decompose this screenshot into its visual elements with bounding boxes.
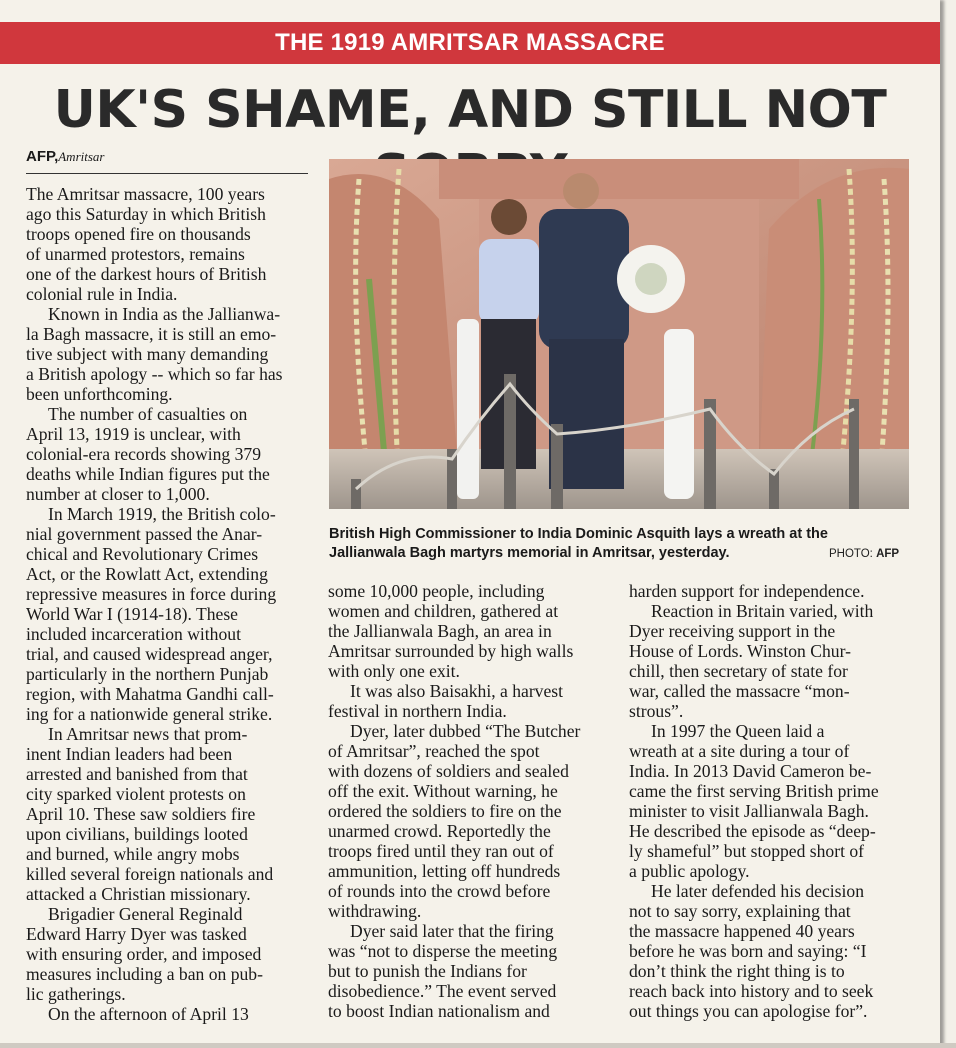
article-line: In 1997 the Queen laid a <box>651 721 825 741</box>
article-line: of unarmed protestors, remains <box>26 244 245 264</box>
article-line: It was also Baisakhi, a harvest <box>350 681 564 701</box>
photo-credit <box>829 548 899 560</box>
article-line: ordered the soldiers to fire on the <box>328 801 562 821</box>
article-line: one of the darkest hours of British <box>26 264 267 284</box>
byline-place: Amritsar <box>58 149 105 164</box>
article-line: In March 1919, the British colo- <box>48 504 276 524</box>
article-paragraph <box>328 721 613 921</box>
article-line: but to punish the Indians for <box>328 961 527 981</box>
article-line: April 10. These saw soldiers fire <box>26 804 256 824</box>
article-line: ammunition, letting off hundreds <box>328 861 561 881</box>
article-line: region, with Mahatma Gandhi call- <box>26 684 274 704</box>
article-line: disobedience.” The event served <box>328 981 557 1001</box>
article-line: Reaction in Britain varied, with <box>651 601 874 621</box>
article-line: don’t think the right thing is to <box>629 961 845 981</box>
article-line: colonial rule in India. <box>26 284 178 304</box>
article-paragraph <box>629 721 914 881</box>
article-line: ago this Saturday in which British <box>26 204 266 224</box>
article-line: troops fired until they ran out of <box>328 841 554 861</box>
article-line: strous”. <box>629 701 684 721</box>
article-paragraph <box>328 681 613 721</box>
article-line: repressive measures in force during <box>26 584 277 604</box>
article-line: a public apology. <box>629 861 750 881</box>
page-bottom-rule <box>0 1043 956 1048</box>
byline-agency: AFP, <box>26 148 59 165</box>
article-line: Amritsar surrounded by high walls <box>328 641 574 661</box>
article-line: nial government passed the Anar- <box>26 524 263 544</box>
article-line: Act, or the Rowlatt Act, extending <box>26 564 268 584</box>
byline-divider <box>26 173 308 174</box>
article-line: Edward Harry Dyer was tasked <box>26 924 247 944</box>
article-paragraph <box>629 601 914 721</box>
article-column-2 <box>328 581 613 1021</box>
article-line: Dyer said later that the firing <box>350 921 554 941</box>
article-line: the Jallianwala Bagh, an area in <box>328 621 552 641</box>
article-line: unarmed crowd. Reportedly the <box>328 821 551 841</box>
article-line: colonial-era records showing 379 <box>26 444 261 464</box>
article-paragraph <box>328 581 613 681</box>
article-line: Known in India as the Jallianwa- <box>48 304 281 324</box>
article-line: ing for a nationwide general strike. <box>26 704 273 724</box>
article-line: included incarceration without <box>26 624 241 644</box>
article-paragraph <box>328 921 613 1021</box>
section-banner: THE 1919 AMRITSAR MASSACRE <box>0 22 940 64</box>
article-paragraph <box>26 404 311 504</box>
article-line: with only one exit. <box>328 661 460 681</box>
article-paragraph <box>26 724 311 904</box>
article-line: festival in northern India. <box>328 701 507 721</box>
article-line: off the exit. Without warning, he <box>328 781 558 801</box>
article-line: India. In 2013 David Cameron be- <box>629 761 872 781</box>
article-line: upon civilians, buildings looted <box>26 824 248 844</box>
article-line: of rounds into the crowd before <box>328 881 551 901</box>
article-line: troops opened fire on thousands <box>26 224 251 244</box>
article-line: women and children, gathered at <box>328 601 559 621</box>
article-line: trial, and caused widespread anger, <box>26 644 273 664</box>
photo-credit-label: PHOTO: <box>829 548 873 560</box>
article-line: war, called the massacre “mon- <box>629 681 850 701</box>
article-paragraph <box>26 304 311 404</box>
article-line: been unforthcoming. <box>26 384 173 404</box>
article-paragraph <box>26 184 311 304</box>
article-line: a British apology -- which so far has <box>26 364 283 384</box>
article-line: wreath at a site during a tour of <box>629 741 850 761</box>
article-line: He described the episode as “deep- <box>629 821 876 841</box>
article-line: not to say sorry, explaining that <box>629 901 851 921</box>
article-line: city sparked violent protests on <box>26 784 246 804</box>
article-line: the massacre happened 40 years <box>629 921 855 941</box>
article-column-1 <box>26 184 311 1024</box>
headline: UK'S SHAME, AND STILL NOT <box>53 80 887 140</box>
article-line: lic gatherings. <box>26 984 126 1004</box>
photo-caption-line-2: Jallianwala Bagh martyrs memorial in Amritsar, yesterday. <box>329 545 730 561</box>
article-line: with ensuring order, and imposed <box>26 944 262 964</box>
article-line: ly shameful” but stopped short of <box>629 841 865 861</box>
news-photo <box>329 159 909 509</box>
article-line: On the afternoon of April 13 <box>48 1004 249 1024</box>
article-line: World War I (1914-18). These <box>26 604 238 624</box>
article-line: withdrawing. <box>328 901 422 921</box>
article-line: measures including a ban on pub- <box>26 964 263 984</box>
article-line: The number of casualties on <box>48 404 248 424</box>
article-line: attacked a Christian missionary. <box>26 884 251 904</box>
article-line: inent Indian leaders had been <box>26 744 233 764</box>
article-line: minister to visit Jallianwala Bagh. <box>629 801 869 821</box>
article-line: of Amritsar”, reached the spot <box>328 741 540 761</box>
article-line: He later defended his decision <box>651 881 864 901</box>
article-column-3 <box>629 581 914 1021</box>
article-paragraph <box>26 1004 311 1024</box>
photo-credit-source: AFP <box>876 548 900 560</box>
article-line: to boost Indian nationalism and <box>328 1001 550 1021</box>
article-line: Dyer, later dubbed “The Butcher <box>350 721 581 741</box>
byline <box>26 148 104 165</box>
article-line: In Amritsar news that prom- <box>48 724 248 744</box>
article-line: was “not to disperse the meeting <box>328 941 558 961</box>
article-line: tive subject with many demanding <box>26 344 269 364</box>
article-line: House of Lords. Winston Chur- <box>629 641 851 661</box>
article-line: number at closer to 1,000. <box>26 484 210 504</box>
article-line: arrested and banished from that <box>26 764 248 784</box>
article-line: came the first serving British prime <box>629 781 879 801</box>
article-line: some 10,000 people, including <box>328 581 545 601</box>
article-line: particularly in the northern Punjab <box>26 664 269 684</box>
article-line: out things you can apologise for”. <box>629 1001 868 1021</box>
article-line: reach back into history and to seek <box>629 981 874 1001</box>
article-line: April 13, 1919 is unclear, with <box>26 424 241 444</box>
article-line: chical and Revolutionary Crimes <box>26 544 259 564</box>
article-line: harden support for independence. <box>629 581 865 601</box>
article-paragraph <box>26 504 311 724</box>
article-line: and burned, while angry mobs <box>26 844 240 864</box>
article-line: killed several foreign nationals and <box>26 864 274 884</box>
article-paragraph <box>629 881 914 1021</box>
article-line: with dozens of soldiers and sealed <box>328 761 569 781</box>
article-line: The Amritsar massacre, 100 years <box>26 184 265 204</box>
article-line: Dyer receiving support in the <box>629 621 836 641</box>
article-line: before he was born and saying: “I <box>629 941 867 961</box>
article-paragraph <box>629 581 914 601</box>
article-line: la Bagh massacre, it is still an emo- <box>26 324 277 344</box>
photo-caption-line-1: British High Commissioner to India Dominic Asquith lays a wreath at the <box>329 526 828 542</box>
article-line: Brigadier General Reginald <box>48 904 243 924</box>
article-line: deaths while Indian figures put the <box>26 464 270 484</box>
article-paragraph <box>26 904 311 1004</box>
article-line: chill, then secretary of state for <box>629 661 848 681</box>
